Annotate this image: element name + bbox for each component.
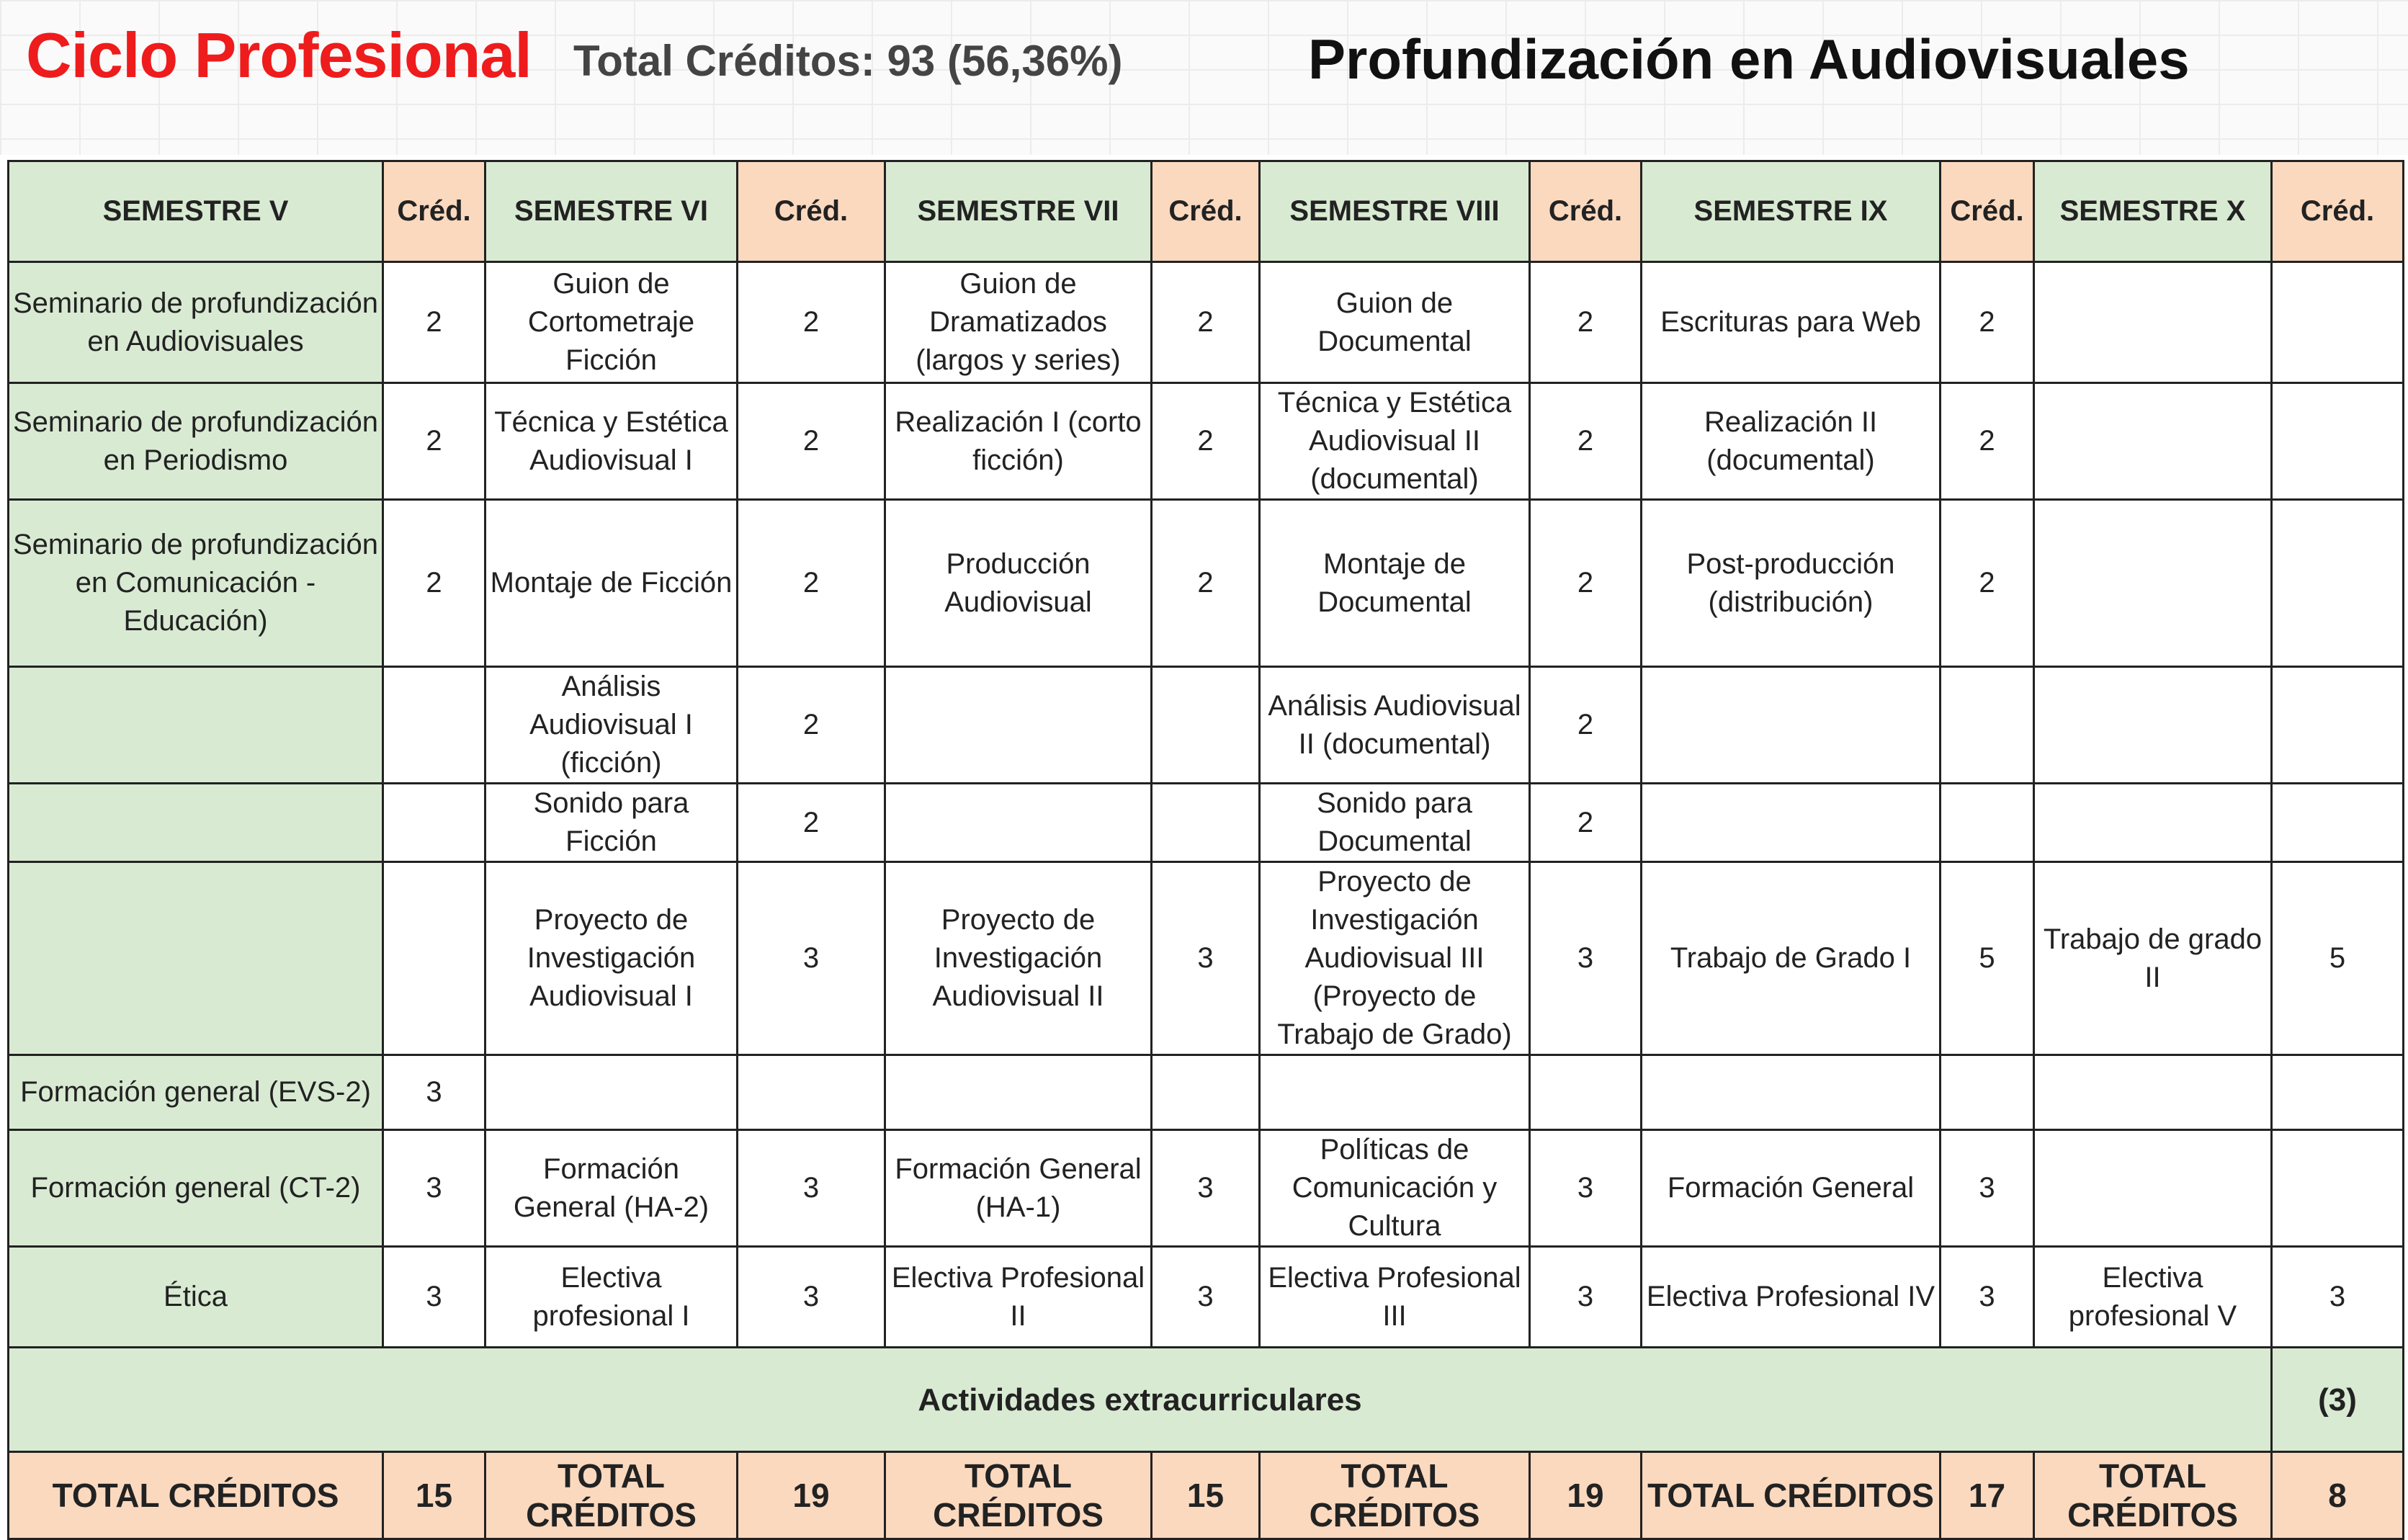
table-row [9, 500, 2404, 667]
credit-cell [2272, 1055, 2404, 1130]
credit-cell [2272, 262, 2404, 383]
table-row [9, 262, 2404, 383]
credit-cell: 3 [1152, 1247, 1260, 1348]
course-cell: Formación General (HA-1) [885, 1130, 1152, 1247]
credit-cell [2272, 784, 2404, 862]
curriculum-table [7, 160, 2404, 1540]
total-credits-value: 15 [1152, 1452, 1260, 1539]
extracurricular-label: Actividades extracurriculares [9, 1348, 2272, 1452]
course-cell: Montaje de Documental [1260, 500, 1530, 667]
course-cell: Formación General (HA-2) [485, 1130, 738, 1247]
course-cell: Post-producción (distribución) [1642, 500, 1941, 667]
total-credits-label: TOTAL CRÉDITOS [9, 1452, 383, 1539]
credit-cell: 3 [383, 1055, 485, 1130]
course-cell [1642, 1055, 1941, 1130]
course-cell [485, 1055, 738, 1130]
course-cell [2034, 1055, 2272, 1130]
cycle-title: Ciclo Profesional [26, 19, 532, 91]
credit-cell [383, 667, 485, 784]
table-row [9, 1055, 2404, 1130]
credit-cell: 3 [383, 1130, 485, 1247]
course-cell [885, 1055, 1152, 1130]
total-credits-value: 17 [1941, 1452, 2034, 1539]
credit-cell: 2 [1152, 262, 1260, 383]
credit-cell: 3 [1152, 862, 1260, 1055]
course-cell [9, 784, 383, 862]
program-title: Profundización en Audiovisuales [1308, 27, 2190, 91]
course-cell [2034, 1130, 2272, 1247]
credits-header: Créd. [383, 161, 485, 262]
credit-cell [383, 784, 485, 862]
course-cell: Proyecto de Investigación Audiovisual I [485, 862, 738, 1055]
course-cell: Seminario de profundización en Comunicación - Educación) [9, 500, 383, 667]
course-cell [9, 862, 383, 1055]
credit-cell: 2 [1152, 383, 1260, 500]
credit-cell: 2 [1530, 667, 1642, 784]
credits-header: Créd. [2272, 161, 2404, 262]
credit-cell [1152, 784, 1260, 862]
course-cell: Seminario de profundización en Audiovisuales [9, 262, 383, 383]
credit-cell: 2 [738, 500, 885, 667]
credit-cell [2272, 500, 2404, 667]
course-cell: Escrituras para Web [1642, 262, 1941, 383]
credit-cell: 3 [1941, 1247, 2034, 1348]
semester-header: SEMESTRE VI [485, 161, 738, 262]
credit-cell [2272, 667, 2404, 784]
credit-cell: 2 [1530, 383, 1642, 500]
credit-cell: 2 [1941, 262, 2034, 383]
total-credits-label: TOTAL CRÉDITOS [2034, 1452, 2272, 1539]
credit-cell: 3 [1941, 1130, 2034, 1247]
credit-cell: 2 [738, 667, 885, 784]
course-cell: Realización I (corto ficción) [885, 383, 1152, 500]
semester-header: SEMESTRE V [9, 161, 383, 262]
credit-cell: 3 [738, 862, 885, 1055]
credit-cell [2272, 1130, 2404, 1247]
credit-cell [1941, 784, 2034, 862]
course-cell: Sonido para Documental [1260, 784, 1530, 862]
total-credits-value: 19 [738, 1452, 885, 1539]
semester-header: SEMESTRE X [2034, 161, 2272, 262]
credit-cell [1941, 1055, 2034, 1130]
course-cell: Análisis Audiovisual II (documental) [1260, 667, 1530, 784]
course-cell [1260, 1055, 1530, 1130]
credit-cell: 3 [383, 1247, 485, 1348]
semester-header: SEMESTRE VII [885, 161, 1152, 262]
semester-header: SEMESTRE IX [1642, 161, 1941, 262]
course-cell [9, 667, 383, 784]
credit-cell: 2 [1530, 262, 1642, 383]
credit-cell: 3 [738, 1247, 885, 1348]
course-cell: Políticas de Comunicación y Cultura [1260, 1130, 1530, 1247]
credit-cell [1530, 1055, 1642, 1130]
extracurricular-row [9, 1348, 2404, 1452]
course-cell: Seminario de profundización en Periodismo [9, 383, 383, 500]
table-row [9, 383, 2404, 500]
course-cell [1642, 784, 1941, 862]
total-credits-value: 15 [383, 1452, 485, 1539]
credit-cell [2272, 383, 2404, 500]
total-credits-value: 19 [1530, 1452, 1642, 1539]
course-cell: Electiva Profesional II [885, 1247, 1152, 1348]
credit-cell [1152, 667, 1260, 784]
total-credits-label: TOTAL CRÉDITOS [1642, 1452, 1941, 1539]
course-cell: Producción Audiovisual [885, 500, 1152, 667]
credit-cell [1941, 667, 2034, 784]
course-cell: Análisis Audiovisual I (ficción) [485, 667, 738, 784]
course-cell: Trabajo de grado II [2034, 862, 2272, 1055]
total-credits-summary: Total Créditos: 93 (56,36%) [573, 37, 1123, 85]
table-row [9, 784, 2404, 862]
course-cell: Formación General [1642, 1130, 1941, 1247]
total-credits-label: TOTAL CRÉDITOS [1260, 1452, 1530, 1539]
course-cell [2034, 383, 2272, 500]
credits-header: Créd. [1152, 161, 1260, 262]
course-cell: Realización II (documental) [1642, 383, 1941, 500]
course-cell: Técnica y Estética Audiovisual I [485, 383, 738, 500]
totals-row [9, 1452, 2404, 1539]
credit-cell: 2 [383, 383, 485, 500]
course-cell [2034, 667, 2272, 784]
course-cell: Proyecto de Investigación Audiovisual III (Proyecto de Trabajo de Grado) [1260, 862, 1530, 1055]
credit-cell: 3 [1530, 862, 1642, 1055]
credit-cell: 5 [2272, 862, 2404, 1055]
total-credits-label: TOTAL CRÉDITOS [885, 1452, 1152, 1539]
course-cell [2034, 784, 2272, 862]
credit-cell: 3 [1530, 1247, 1642, 1348]
credit-cell [383, 862, 485, 1055]
credits-header: Créd. [738, 161, 885, 262]
course-cell: Ética [9, 1247, 383, 1348]
total-credits-value: 8 [2272, 1452, 2404, 1539]
table-row [9, 1247, 2404, 1348]
course-cell [885, 667, 1152, 784]
credit-cell: 3 [1152, 1130, 1260, 1247]
course-cell: Guion de Dramatizados (largos y series) [885, 262, 1152, 383]
credits-header: Créd. [1530, 161, 1642, 262]
course-cell: Electiva Profesional IV [1642, 1247, 1941, 1348]
credit-cell: 2 [383, 262, 485, 383]
table-row [9, 667, 2404, 784]
credit-cell: 2 [1941, 500, 2034, 667]
course-cell: Electiva Profesional III [1260, 1247, 1530, 1348]
credit-cell: 5 [1941, 862, 2034, 1055]
course-cell [885, 784, 1152, 862]
course-cell: Formación general (EVS-2) [9, 1055, 383, 1130]
credit-cell: 3 [738, 1130, 885, 1247]
course-cell: Electiva profesional I [485, 1247, 738, 1348]
credit-cell: 2 [1530, 500, 1642, 667]
course-cell: Montaje de Ficción [485, 500, 738, 667]
course-cell: Proyecto de Investigación Audiovisual II [885, 862, 1152, 1055]
table-row [9, 1130, 2404, 1247]
credits-header: Créd. [1941, 161, 2034, 262]
course-cell [1642, 667, 1941, 784]
extracurricular-credits: (3) [2272, 1348, 2404, 1452]
credit-cell: 2 [1530, 784, 1642, 862]
course-cell: Formación general (CT-2) [9, 1130, 383, 1247]
credit-cell: 2 [738, 262, 885, 383]
course-cell [2034, 262, 2272, 383]
header-row [9, 161, 2404, 262]
course-cell: Sonido para Ficción [485, 784, 738, 862]
course-cell: Técnica y Estética Audiovisual II (documental) [1260, 383, 1530, 500]
credit-cell: 2 [383, 500, 485, 667]
credit-cell: 2 [738, 784, 885, 862]
credit-cell [738, 1055, 885, 1130]
table-row [9, 862, 2404, 1055]
course-cell [2034, 500, 2272, 667]
page-header [26, 16, 2381, 95]
course-cell: Guion de Documental [1260, 262, 1530, 383]
semester-header: SEMESTRE VIII [1260, 161, 1530, 262]
curriculum-table-container [7, 160, 2402, 1534]
course-cell: Electiva profesional V [2034, 1247, 2272, 1348]
course-cell: Guion de Cortometraje Ficción [485, 262, 738, 383]
credit-cell [1152, 1055, 1260, 1130]
total-credits-label: TOTAL CRÉDITOS [485, 1452, 738, 1539]
credit-cell: 3 [1530, 1130, 1642, 1247]
credit-cell: 3 [2272, 1247, 2404, 1348]
credit-cell: 2 [738, 383, 885, 500]
credit-cell: 2 [1941, 383, 2034, 500]
course-cell: Trabajo de Grado I [1642, 862, 1941, 1055]
credit-cell: 2 [1152, 500, 1260, 667]
